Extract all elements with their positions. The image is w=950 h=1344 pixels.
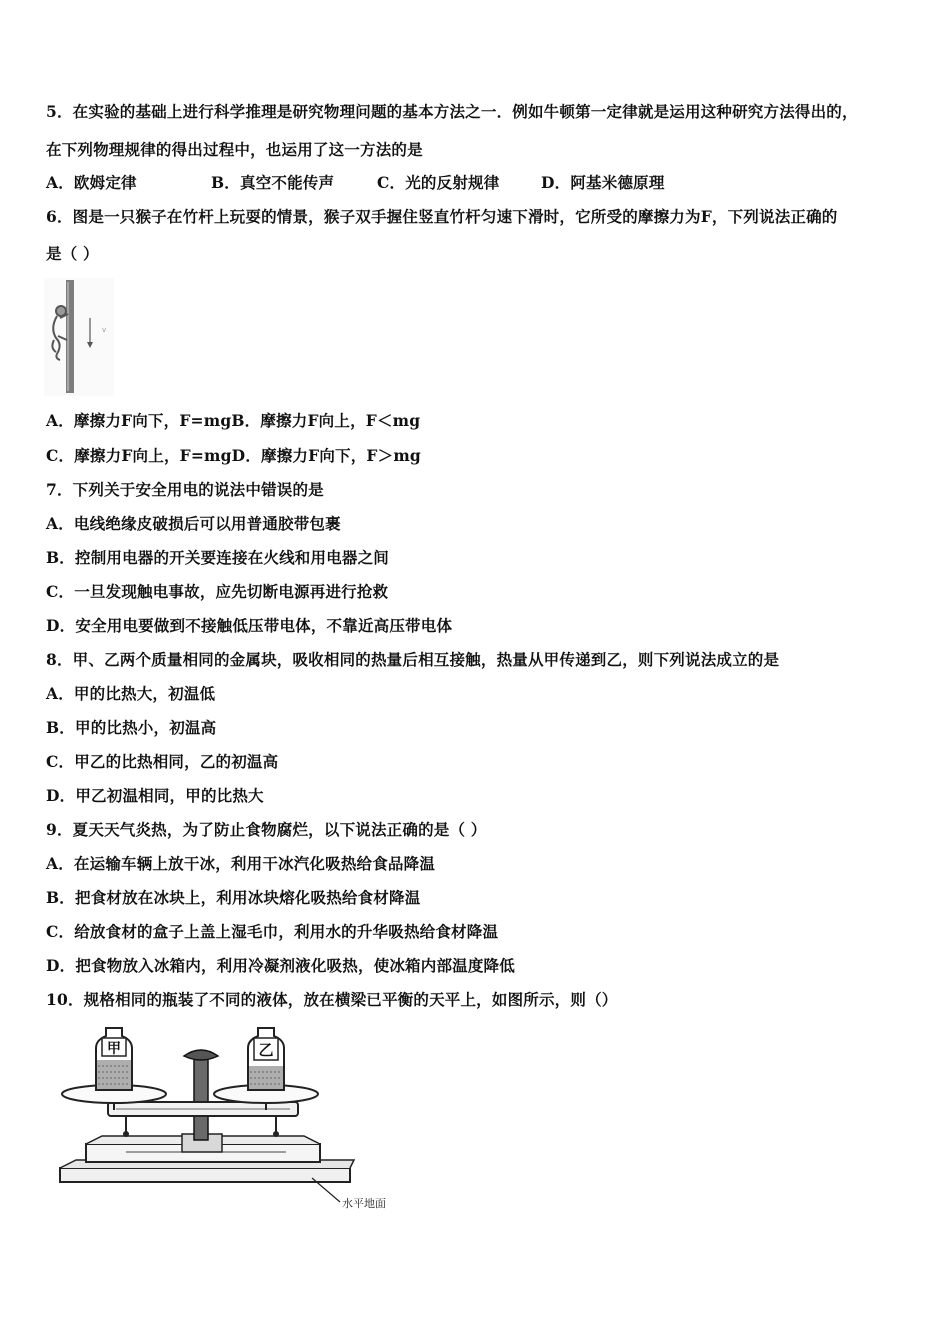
- q8-option-c: C．甲乙的比热相同，乙的初温高: [46, 752, 279, 771]
- ground-board: [60, 1160, 354, 1182]
- q5-options: [46, 173, 665, 193]
- q9-option-b: B．把食材放在冰块上，利用冰块熔化吸热给食材降温: [46, 888, 421, 907]
- ground-label: 水平地面: [342, 1197, 386, 1210]
- q7-option-a: A．电线绝缘皮破损后可以用普通胶带包裹: [46, 514, 341, 533]
- q8-option-b: B．甲的比热小，初温高: [46, 718, 217, 737]
- balance-scale-figure: [56, 1022, 416, 1217]
- bamboo-pole: [66, 280, 74, 393]
- q8-option-d: D．甲乙初温相同，甲的比热大: [46, 786, 264, 805]
- scale-knob: [184, 1050, 218, 1060]
- bottle-right-label: 乙: [258, 1041, 274, 1059]
- q8-stem: 8．甲、乙两个质量相同的金属块，吸收相同的热量后相互接触，热量从甲传递到乙，则下列说法成立的是: [46, 650, 780, 669]
- q7-option-c: C．一旦发现触电事故，应先切断电源再进行抢救: [46, 582, 389, 601]
- q8-option-a: A．甲的比热大，初温低: [46, 684, 216, 703]
- q9-option-d: D．把食物放入冰箱内，利用冷凝剂液化吸热，使冰箱内部温度降低: [46, 956, 515, 975]
- q5-stem-line1: 5．在实验的基础上进行科学推理是研究物理问题的基本方法之一．例如牛顿第一定律就是运用这种研究方法得出的，: [46, 102, 858, 121]
- svg-text:v: v: [102, 326, 107, 334]
- q5-stem-line2: 在下列物理规律的得出过程中，也运用了这一方法的是: [46, 140, 423, 159]
- scale-pillar: [194, 1056, 208, 1140]
- q9-option-c: C．给放食材的盒子上盖上湿毛巾，利用水的升华吸热给食材降温: [46, 922, 499, 941]
- q9-option-a: A．在运输车辆上放干冰，利用干冰汽化吸热给食品降温: [46, 854, 436, 873]
- q6-options-cd: C．摩擦力F向上，F=mgD．摩擦力F向下，F＞mg: [46, 446, 421, 465]
- q7-option-b: B．控制用电器的开关要连接在火线和用电器之间: [46, 548, 390, 567]
- q5-option-b: B．真空不能传声: [211, 173, 335, 192]
- bottle-left: [96, 1028, 132, 1090]
- q9-stem: 9．夏天天气炎热，为了防止食物腐烂，以下说法正确的是（ ）: [46, 820, 487, 839]
- q5-option-d: D．阿基米德原理: [541, 173, 665, 192]
- q6-stem-line2: 是（ ）: [46, 244, 99, 263]
- q7-option-d: D．安全用电要做到不接触低压带电体，不靠近高压带电体: [46, 616, 453, 635]
- q10-stem: 10．规格相同的瓶装了不同的液体，放在横梁已平衡的天平上，如图所示，则（）: [46, 990, 618, 1009]
- bottle-right: [248, 1028, 284, 1090]
- q6-options-ab: A．摩擦力F向下，F=mgB．摩擦力F向上，F＜mg: [46, 411, 421, 430]
- q6-stem-line1: 6．图是一只猴子在竹杆上玩耍的情景，猴子双手握住竖直竹杆匀速下滑时，它所受的摩擦力为F，下列说法正确的: [46, 207, 838, 226]
- bottle-left-label: 甲: [107, 1041, 121, 1057]
- q5-option-a: A．欧姆定律: [46, 173, 137, 192]
- q7-stem: 7．下列关于安全用电的说法中错误的是: [46, 480, 324, 499]
- q5-option-c: C．光的反射规律: [377, 173, 500, 192]
- monkey-on-pole-figure: [44, 278, 114, 396]
